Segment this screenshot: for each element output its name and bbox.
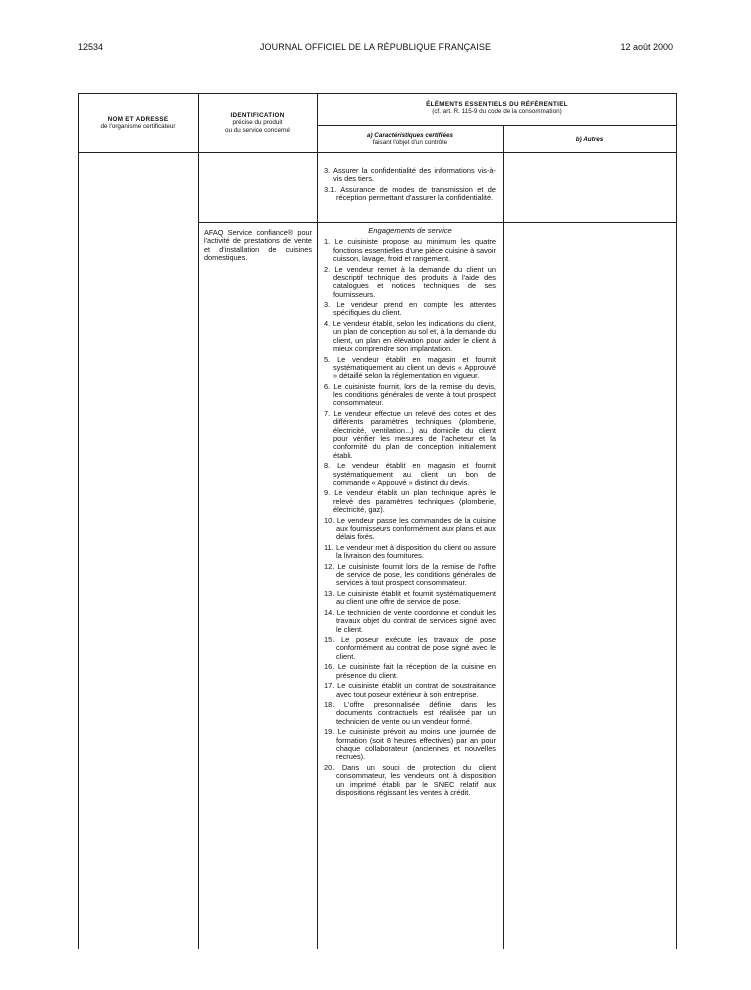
list-item: 14. Le technicien de vente coordonne et conduit les travaux objet du contrat de services signé avec le client. (324, 607, 496, 634)
list-item: 17. Le cuisiniste établit un contrat de soustraitance avec tout poseur extérieur à son entreprise. (324, 681, 496, 699)
list-item: 3. Le vendeur prend en compte les attentes spécifiques du client. (324, 300, 496, 318)
list-item: 2. Le vendeur remet à la demande du client un descriptif technique des produits à l'aide des catalogues et notices techniques de ses fournisseurs. (324, 264, 496, 299)
header-organism-sub: de l'organisme certificateur (100, 123, 176, 131)
list-item: 9. Le vendeur établit un plan technique après le relevé des paramètres techniques (plomberie, électricité, gaz). (324, 488, 496, 515)
header-bottom-rule (78, 152, 677, 153)
section1-items (324, 167, 496, 205)
header-characteristics (317, 132, 503, 147)
section-divider (198, 222, 677, 223)
header-group-divider (317, 125, 677, 126)
header-elements (317, 101, 677, 116)
page-number: 12534 (78, 42, 104, 52)
header-identification-sub2: ou du service concerné (224, 126, 291, 134)
list-item: 15. Le poseur exécute les travaux de pose conformément au contrat de pose signé avec le client. (324, 635, 496, 661)
header-characteristics-sub: faisant l'objet d'un contrôle (372, 139, 448, 147)
list-item: 3. Assurer la confidentialité des informations vis-à-vis des tiers. (324, 166, 496, 184)
list-item: 12. Le cuisiniste fournit lors de la remise de l'offre de service de pose, les conditions générales de services à tout prospect consommateur. (324, 561, 496, 588)
list-item: 13. Le cuisiniste établit et fournit systématiquement au client une offre de service de pose. (324, 589, 496, 607)
header-identification (198, 112, 317, 134)
list-item: 8. Le vendeur établit en magasin et fournit systématiquement au client un bon de commande « Appouvé » distinct du devis. (324, 461, 496, 487)
list-item: 1. Le cuisiniste propose au minimum les quatre fonctions essentielles d'une pièce cuisine à savoir cuisson, lavage, froid et rangement. (324, 237, 496, 264)
engagements-list (324, 227, 496, 799)
list-item: 19. Le cuisiniste prévoit au moins une journée de formation (soit 8 heures effectives) par an pour chaque collaborateur (anciennes et nouvelles recrues). (324, 727, 496, 762)
header-elements-ref: (cf. art. R. 115-9 du code de la consommation) (432, 108, 562, 116)
table-border-left (78, 94, 79, 949)
header-elements-title: ÉLÉMENTS ESSENTIELS DU RÉFÉRENTIEL (426, 101, 568, 108)
list-item: 6. Le cuisiniste fournit, lors de la remise du devis, les conditions générales de vente à tout prospect consommateur. (324, 381, 496, 408)
list-item: 3.1. Assurance de modes de transmission et de réception permettant d'assurer la confidentialité. (324, 184, 496, 203)
journal-title: JOURNAL OFFICIEL DE LA RÉPUBLIQUE FRANÇAISE (259, 42, 492, 52)
engagements-title: Engagements de service (368, 226, 452, 235)
organism-identification (204, 229, 312, 263)
page-header (78, 42, 673, 54)
header-others (503, 136, 676, 143)
header-organism-title: NOM ET ADRESSE (107, 116, 169, 123)
header-identification-sub1: précise du produit (232, 119, 283, 127)
list-item: 4. Le vendeur établit, selon les indications du client, un plan de conception au sol et, à la demande du client, un plan en élévation pour aider le client à mieux comprendre son implantation. (324, 319, 496, 354)
list-item: 18. L'offre presonnalisée définie dans les documents contractuels est réalisée par un technicien de vente ou un vendeur formé. (324, 700, 496, 726)
header-identification-title: IDENTIFICATION (230, 112, 285, 119)
referential-table (78, 93, 677, 949)
organism-description: AFAQ Service confiance® pour l'activité de prestations de vente et d'installation de cuisines domestiques. (204, 228, 312, 263)
column-divider-3 (503, 125, 504, 949)
header-characteristics-title: a) Caractéristiques certifiées (366, 132, 454, 139)
list-item: 7. Le vendeur effectue un relevé des cotes et des différents paramètres techniques (plomberie, électricité, ventilation...) au domicile du client pour vérifier les mesures de l'acheteur et la conformité du plan de conception initialement établi. (324, 409, 496, 460)
list-item: 20. Dans un souci de protection du client consommateur, les vendeurs ont à disposition un imprimé établi par le SNEC relatif aux dispositions régissant les ventes à crédit. (324, 762, 496, 797)
header-organism (78, 116, 198, 131)
publication-date: 12 août 2000 (620, 42, 673, 52)
header-others-title: b) Autres (575, 136, 604, 143)
list-item: 16. Le cuisiniste fait la réception de la cuisine en présence du client. (324, 662, 496, 680)
list-item: 10. Le vendeur passe les commandes de la cuisine aux fournisseurs conformément aux plans et aux délais fixés. (324, 515, 496, 542)
list-item: 5. Le vendeur établit en magasin et fournit systématiquement au client un devis « Approuvé » détaillé selon la réglementation en vigueur. (324, 354, 496, 381)
list-item: 11. Le vendeur met à disposition du client ou assure la livraison des fournitures. (324, 542, 496, 561)
